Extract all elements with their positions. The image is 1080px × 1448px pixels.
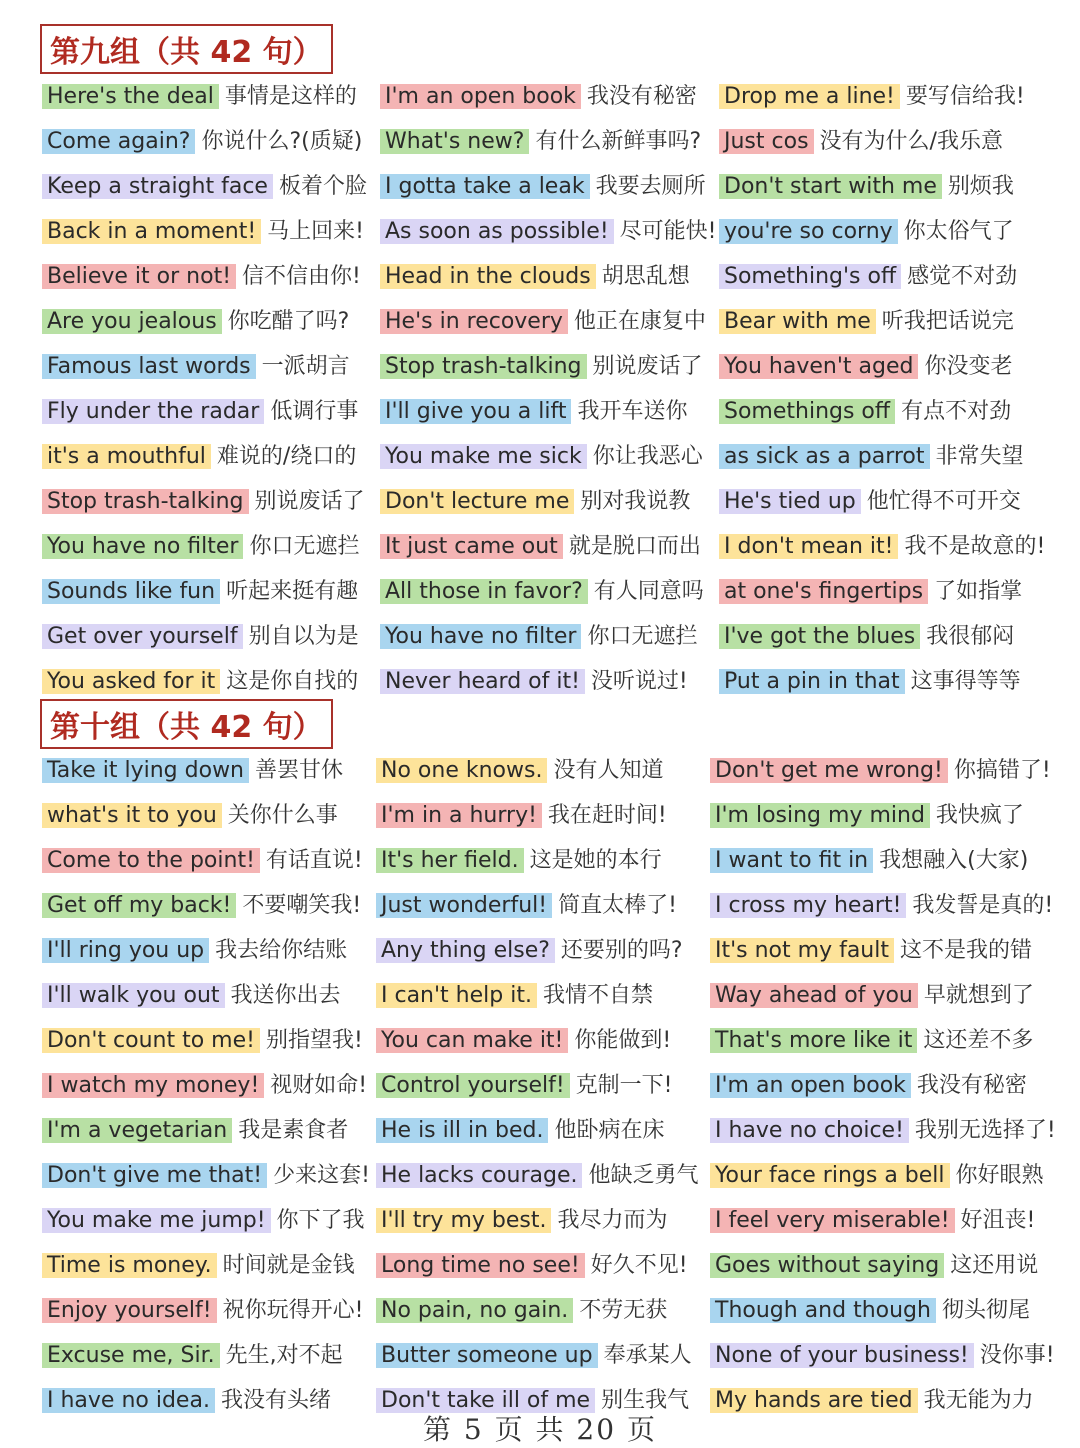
phrase-row: [719, 307, 1014, 337]
phrase-row: [42, 801, 338, 831]
phrase-row: [42, 981, 341, 1011]
phrase-row: [42, 82, 357, 112]
phrase-chinese: 少来这套!: [273, 1163, 370, 1188]
phrase-row: [710, 846, 1028, 876]
group-10-title: 第十组（共 42 句）: [40, 699, 333, 749]
phrase-row: [380, 217, 716, 247]
phrase-english: I cross my heart!: [710, 893, 906, 918]
phrase-chinese: 信不信由你!: [242, 264, 361, 289]
phrase-chinese: 没你事!: [979, 1343, 1055, 1368]
phrase-english: what's it to you: [42, 803, 222, 828]
phrase-row: [376, 1341, 692, 1371]
phrase-row: [376, 936, 683, 966]
phrase-english: you're so corny: [719, 219, 898, 244]
phrase-chinese: 你太俗气了: [903, 219, 1014, 244]
phrase-row: [376, 1251, 688, 1281]
phrase-english: I have no choice!: [710, 1118, 909, 1143]
page-footer: 第 5 页 共 20 页: [423, 1413, 657, 1446]
phrase-english: You make me sick: [380, 444, 587, 469]
phrase-row: [376, 1161, 699, 1191]
phrase-english: Don't start with me: [719, 174, 942, 199]
phrase-english: Don't take ill of me: [376, 1388, 595, 1413]
phrase-row: [42, 577, 358, 607]
phrase-row: [42, 1296, 363, 1326]
phrase-english: Way ahead of you: [710, 983, 918, 1008]
phrase-row: [42, 532, 359, 562]
phrase-row: [42, 1026, 363, 1056]
phrase-english: Take it lying down: [42, 758, 249, 783]
phrase-chinese: 你口无遮拦: [249, 534, 360, 559]
phrase-english: as sick as a parrot: [719, 444, 930, 469]
phrase-row: [710, 891, 1053, 921]
phrase-chinese: 有点不对劲: [901, 399, 1012, 424]
phrase-chinese: 我要去厕所: [595, 174, 706, 199]
phrase-english: Never heard of it!: [380, 669, 585, 694]
phrase-chinese: 我想融入(大家): [879, 848, 1029, 873]
phrase-chinese: 时间就是金钱: [222, 1253, 355, 1278]
phrase-row: [42, 262, 361, 292]
phrase-chinese: 尽可能快!: [619, 219, 717, 244]
phrase-english: No pain, no gain.: [376, 1298, 573, 1323]
phrase-english: He lacks courage.: [376, 1163, 582, 1188]
phrase-chinese: 我快疯了: [935, 803, 1024, 828]
phrase-row: [42, 891, 361, 921]
phrase-chinese: 我开车送你: [577, 399, 688, 424]
phrase-chinese: 这还差不多: [923, 1028, 1034, 1053]
phrase-row: [719, 487, 1021, 517]
phrase-row: [42, 352, 350, 382]
phrase-chinese: 别指望我!: [265, 1028, 363, 1053]
phrase-row: [710, 936, 1032, 966]
phrase-english: Something's off: [719, 264, 901, 289]
phrase-english: Don't get me wrong!: [710, 758, 948, 783]
phrase-english: Don't count to me!: [42, 1028, 260, 1053]
phrase-english: Keep a straight face: [42, 174, 273, 199]
phrase-english: I'll walk you out: [42, 983, 225, 1008]
phrase-chinese: 一派胡言: [261, 354, 350, 379]
phrase-row: [719, 262, 1017, 292]
phrase-chinese: 我发誓是真的!: [912, 893, 1054, 918]
phrase-chinese: 先生,对不起: [225, 1343, 343, 1368]
phrase-row: [710, 981, 1034, 1011]
phrase-row: [719, 442, 1024, 472]
phrase-chinese: 我别无选择了!: [914, 1118, 1056, 1143]
phrase-row: [42, 1116, 348, 1146]
phrase-chinese: 关你什么事: [227, 803, 338, 828]
phrase-chinese: 还要别的吗?: [560, 938, 683, 963]
phrase-row: [42, 217, 364, 247]
phrase-row: [376, 981, 653, 1011]
phrase-english: It's her field.: [376, 848, 524, 873]
phrase-row: [42, 846, 363, 876]
phrase-chinese: 好久不见!: [590, 1253, 688, 1278]
phrase-row: [719, 577, 1022, 607]
phrase-english: I have no idea.: [42, 1388, 215, 1413]
phrase-chinese: 我很郁闷: [926, 624, 1015, 649]
phrase-chinese: 我情不自禁: [542, 983, 653, 1008]
phrase-chinese: 你下了我: [276, 1208, 365, 1233]
phrase-english: Somethings off: [719, 399, 895, 424]
phrase-english: You asked for it: [42, 669, 220, 694]
phrase-row: [380, 667, 688, 697]
phrase-english: I'm in a hurry!: [376, 803, 542, 828]
phrase-english: You make me jump!: [42, 1208, 271, 1233]
phrase-row: [719, 82, 1025, 112]
phrase-english: Fly under the radar: [42, 399, 264, 424]
phrase-chinese: 低调行事: [270, 399, 359, 424]
phrase-row: [380, 487, 690, 517]
phrase-english: He is ill in bed.: [376, 1118, 548, 1143]
phrase-english: Come again?: [42, 129, 195, 154]
phrase-english: Stop trash-talking: [380, 354, 587, 379]
phrase-english: My hands are tied: [710, 1388, 918, 1413]
phrase-chinese: 这不是我的错: [900, 938, 1033, 963]
phrase-english: Any thing else?: [376, 938, 555, 963]
phrase-chinese: 你能做到!: [574, 1028, 672, 1053]
phrase-row: [42, 442, 356, 472]
phrase-english: You can make it!: [376, 1028, 568, 1053]
phrase-row: [719, 397, 1011, 427]
phrase-english: He's in recovery: [380, 309, 568, 334]
phrase-chinese: 别说废话了: [254, 489, 365, 514]
phrase-english: Enjoy yourself!: [42, 1298, 217, 1323]
phrase-chinese: 我是素食者: [238, 1118, 349, 1143]
phrase-chinese: 胡思乱想: [601, 264, 690, 289]
phrase-chinese: 彻头彻尾: [941, 1298, 1030, 1323]
phrase-english: I've got the blues: [719, 624, 920, 649]
phrase-english: I want to fit in: [710, 848, 873, 873]
phrase-row: [710, 1206, 1035, 1236]
phrase-row: [376, 801, 667, 831]
phrase-chinese: 不劳无获: [579, 1298, 668, 1323]
phrase-chinese: 别生我气: [601, 1388, 690, 1413]
phrase-row: [710, 1251, 1038, 1281]
phrase-english: I don't mean it!: [719, 534, 898, 559]
phrase-chinese: 我去给你结账: [215, 938, 348, 963]
phrase-chinese: 别自以为是: [248, 624, 359, 649]
phrase-row: [376, 1026, 671, 1056]
phrase-english: You have no filter: [42, 534, 243, 559]
phrase-chinese: 别对我说教: [580, 489, 691, 514]
phrase-english: Back in a moment!: [42, 219, 261, 244]
phrase-chinese: 板着个脸: [278, 174, 367, 199]
phrase-english: Just wonderful!: [376, 893, 552, 918]
phrase-row: [42, 487, 365, 517]
phrase-row: [380, 352, 703, 382]
phrase-english: at one's fingertips: [719, 579, 928, 604]
phrase-english: None of your business!: [710, 1343, 974, 1368]
phrase-english: I'm losing my mind: [710, 803, 930, 828]
phrase-row: [719, 667, 1021, 697]
phrase-row: [710, 756, 1051, 786]
phrase-chinese: 有话直说!: [265, 848, 363, 873]
phrase-english: I'll give you a lift: [380, 399, 571, 424]
phrase-row: [380, 307, 706, 337]
phrase-english: I'm an open book: [710, 1073, 911, 1098]
phrase-english: Get over yourself: [42, 624, 243, 649]
phrase-row: [376, 1206, 667, 1236]
phrase-english: He's tied up: [719, 489, 861, 514]
phrase-chinese: 这还用说: [950, 1253, 1039, 1278]
phrase-row: [376, 1116, 665, 1146]
phrase-chinese: 这是你自找的: [226, 669, 359, 694]
phrase-chinese: 难说的/绕口的: [216, 444, 357, 469]
phrase-chinese: 祝你玩得开心!: [222, 1298, 364, 1323]
phrase-row: [42, 667, 358, 697]
phrase-chinese: 他卧病在床: [554, 1118, 665, 1143]
phrase-chinese: 我不是故意的!: [904, 534, 1046, 559]
phrase-chinese: 我没有秘密: [916, 1073, 1027, 1098]
phrase-chinese: 他正在康复中: [573, 309, 706, 334]
phrase-row: [42, 622, 359, 652]
phrase-english: You haven't aged: [719, 354, 918, 379]
phrase-english: Just cos: [719, 129, 814, 154]
phrase-row: [42, 756, 343, 786]
phrase-row: [719, 352, 1012, 382]
phrase-chinese: 没有为什么/我乐意: [819, 129, 1003, 154]
phrase-english: I'll try my best.: [376, 1208, 551, 1233]
phrase-row: [380, 577, 704, 607]
phrase-chinese: 视财如命!: [270, 1073, 368, 1098]
phrase-row: [42, 1161, 370, 1191]
phrase-row: [380, 622, 697, 652]
phrase-chinese: 他缺乏勇气: [588, 1163, 699, 1188]
phrase-english: Excuse me, Sir.: [42, 1343, 220, 1368]
phrase-row: [710, 1026, 1033, 1056]
phrase-chinese: 马上回来!: [267, 219, 364, 244]
phrase-english: Get off my back!: [42, 893, 236, 918]
phrase-row: [710, 1116, 1056, 1146]
phrase-english: Sounds like fun: [42, 579, 220, 604]
phrase-chinese: 别烦我: [947, 174, 1014, 199]
phrase-english: Your face rings a bell: [710, 1163, 950, 1188]
phrase-english: Though and though: [710, 1298, 936, 1323]
phrase-chinese: 你没变老: [924, 354, 1013, 379]
phrase-row: [719, 127, 1003, 157]
phrase-chinese: 善罢甘休: [255, 758, 344, 783]
phrase-row: [376, 1296, 667, 1326]
phrase-english: Don't give me that!: [42, 1163, 267, 1188]
phrase-english: Believe it or not!: [42, 264, 236, 289]
phrase-chinese: 别说废话了: [592, 354, 703, 379]
phrase-row: [376, 756, 663, 786]
phrase-row: [710, 1341, 1055, 1371]
phrase-english: Put a pin in that: [719, 669, 905, 694]
phrase-chinese: 我没有秘密: [586, 84, 697, 109]
phrase-english: All those in favor?: [380, 579, 588, 604]
phrase-english: Stop trash-talking: [42, 489, 249, 514]
phrase-chinese: 有人同意吗: [593, 579, 704, 604]
phrase-row: [42, 172, 367, 202]
phrase-english: Head in the clouds: [380, 264, 596, 289]
phrase-chinese: 了如指掌: [934, 579, 1023, 604]
phrase-english: I can't help it.: [376, 983, 537, 1008]
phrase-english: Control yourself!: [376, 1073, 570, 1098]
phrase-english: Long time no see!: [376, 1253, 585, 1278]
phrase-english: Here's the deal: [42, 84, 219, 109]
phrase-row: [376, 846, 662, 876]
phrase-chinese: 我送你出去: [230, 983, 341, 1008]
phrase-chinese: 克制一下!: [575, 1073, 673, 1098]
phrase-chinese: 你好眼熟: [955, 1163, 1044, 1188]
phrase-chinese: 事情是这样的: [224, 84, 357, 109]
phrase-row: [710, 1161, 1044, 1191]
phrase-chinese: 没听说过!: [590, 669, 688, 694]
phrase-english: Bear with me: [719, 309, 876, 334]
phrase-english: What's new?: [380, 129, 529, 154]
phrase-row: [380, 172, 706, 202]
phrase-chinese: 我无能为力: [923, 1388, 1034, 1413]
phrase-english: I feel very miserable!: [710, 1208, 955, 1233]
phrase-chinese: 你搞错了!: [953, 758, 1051, 783]
phrase-chinese: 我在赶时间!: [547, 803, 667, 828]
phrase-english: Come to the point!: [42, 848, 260, 873]
phrase-row: [42, 1071, 367, 1101]
phrase-english: I'll ring you up: [42, 938, 209, 963]
phrase-row: [376, 1071, 673, 1101]
phrase-chinese: 好沮丧!: [960, 1208, 1036, 1233]
phrase-chinese: 我尽力而为: [557, 1208, 668, 1233]
phrase-row: [710, 1071, 1027, 1101]
phrase-row: [42, 127, 362, 157]
phrase-chinese: 就是脱口而出: [568, 534, 701, 559]
phrase-row: [42, 1341, 343, 1371]
phrase-row: [42, 1206, 365, 1236]
phrase-english: You have no filter: [380, 624, 581, 649]
phrase-english: Famous last words: [42, 354, 256, 379]
phrase-chinese: 你口无遮拦: [587, 624, 698, 649]
phrase-chinese: 他忙得不可开交: [866, 489, 1021, 514]
group-9-title: 第九组（共 42 句）: [40, 24, 333, 74]
phrase-chinese: 你吃醋了吗?: [227, 309, 350, 334]
phrase-chinese: 奉承某人: [603, 1343, 692, 1368]
phrase-chinese: 听起来挺有趣: [226, 579, 359, 604]
phrase-row: [380, 127, 701, 157]
phrase-english: I'm an open book: [380, 84, 581, 109]
phrase-chinese: 感觉不对劲: [907, 264, 1018, 289]
phrase-row: [719, 622, 1014, 652]
phrase-row: [42, 1251, 355, 1281]
phrase-english: As soon as possible!: [380, 219, 614, 244]
phrase-english: I gotta take a leak: [380, 174, 590, 199]
phrase-row: [42, 307, 349, 337]
phrase-chinese: 没有人知道: [553, 758, 664, 783]
phrase-english: No one knows.: [376, 758, 547, 783]
phrase-chinese: 有什么新鲜事吗?: [535, 129, 702, 154]
phrase-chinese: 要写信给我!: [905, 84, 1025, 109]
phrase-chinese: 你让我恶心: [592, 444, 703, 469]
phrase-row: [710, 1296, 1030, 1326]
phrase-row: [719, 172, 1014, 202]
phrase-english: Don't lecture me: [380, 489, 574, 514]
phrase-row: [719, 532, 1045, 562]
phrase-english: Time is money.: [42, 1253, 217, 1278]
phrase-chinese: 不要嘲笑我!: [242, 893, 362, 918]
phrase-english: Butter someone up: [376, 1343, 598, 1368]
phrase-english: Goes without saying: [710, 1253, 944, 1278]
phrase-chinese: 早就想到了: [923, 983, 1034, 1008]
phrase-chinese: 听我把话说完: [881, 309, 1014, 334]
phrase-chinese: 你说什么?(质疑): [201, 129, 363, 154]
phrase-row: [380, 397, 688, 427]
phrase-english: Drop me a line!: [719, 84, 900, 109]
phrase-english: It just came out: [380, 534, 563, 559]
phrase-row: [380, 442, 703, 472]
phrase-row: [376, 891, 677, 921]
phrase-english: That's more like it: [710, 1028, 917, 1053]
phrase-row: [380, 262, 690, 292]
phrase-english: I watch my money!: [42, 1073, 264, 1098]
phrase-chinese: 这事得等等: [910, 669, 1021, 694]
phrase-english: it's a mouthful: [42, 444, 211, 469]
phrase-chinese: 这是她的本行: [529, 848, 662, 873]
phrase-english: Are you jealous: [42, 309, 222, 334]
phrase-chinese: 我没有头绪: [220, 1388, 331, 1413]
phrase-row: [710, 801, 1024, 831]
phrase-row: [380, 82, 697, 112]
phrase-english: It's not my fault: [710, 938, 894, 963]
phrase-row: [42, 397, 358, 427]
phrase-english: I'm a vegetarian: [42, 1118, 232, 1143]
phrase-row: [719, 217, 1014, 247]
phrase-row: [42, 936, 347, 966]
phrase-row: [380, 532, 701, 562]
phrase-chinese: 非常失望: [935, 444, 1024, 469]
phrase-chinese: 简直太棒了!: [558, 893, 677, 918]
